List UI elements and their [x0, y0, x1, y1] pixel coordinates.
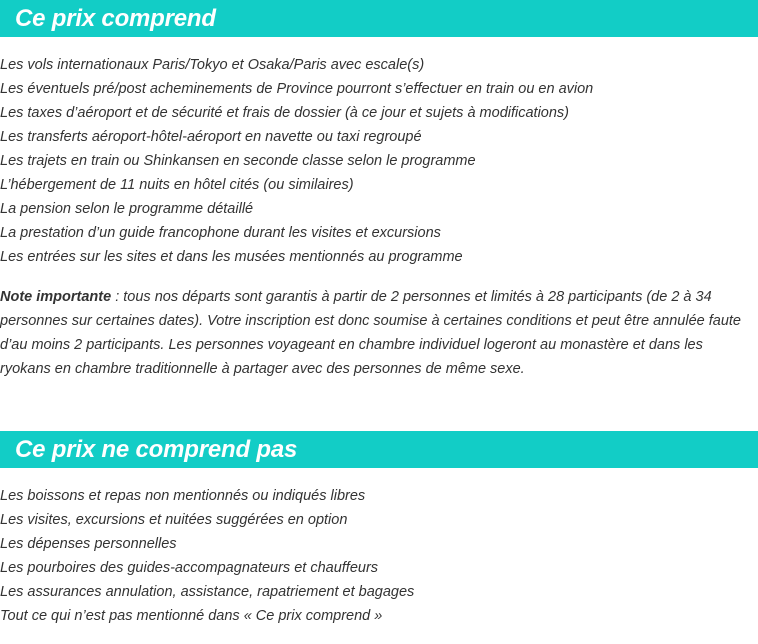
important-note-text: : tous nos départs sont garantis à partir de 2 personnes et limités à 28 participants (de 2 à 34 personnes sur certaines dates). Votre inscription est donc soumise à certaines conditions et peut être annulée faute d’au moins 2 participants. Les personnes voyageant en chambre individuel logeront au monastère et dans les ryokans en chambre traditionnelle à partager avec des personnes de même sexe. [0, 289, 742, 377]
excluded-section-header [0, 431, 758, 468]
included-item: Les trajets en train ou Shinkansen en seconde classe selon le programme [0, 153, 476, 169]
excluded-item: Les pourboires des guides-accompagnateurs et chauffeurs [0, 560, 379, 576]
included-item: Les transferts aéroport-hôtel-aéroport en navette ou taxi regroupé [0, 129, 422, 145]
important-note [0, 285, 752, 381]
excluded-section-title: Ce prix ne comprend pas [15, 435, 298, 463]
excluded-item: Les dépenses personnelles [0, 536, 177, 552]
excluded-item: Les assurances annulation, assistance, rapatriement et bagages [0, 584, 415, 600]
included-section-title: Ce prix comprend [15, 4, 216, 32]
included-item: Les taxes d’aéroport et de sécurité et frais de dossier (à ce jour et sujets à modifications) [0, 105, 570, 121]
included-item: La pension selon le programme détaillé [0, 201, 254, 217]
excluded-list [0, 484, 758, 628]
included-list [0, 53, 758, 269]
included-section-header [0, 0, 758, 37]
excluded-item: Tout ce qui n’est pas mentionné dans « Ce prix comprend » [0, 608, 383, 624]
included-item: Les entrées sur les sites et dans les musées mentionnés au programme [0, 249, 463, 265]
included-item: L’hébergement de 11 nuits en hôtel cités (ou similaires) [0, 177, 354, 193]
included-item: Les vols internationaux Paris/Tokyo et Osaka/Paris avec escale(s) [0, 57, 425, 73]
included-item: La prestation d’un guide francophone durant les visites et excursions [0, 225, 441, 241]
included-item: Les éventuels pré/post acheminements de Province pourront s’effectuer en train ou en avion [0, 81, 594, 97]
excluded-item: Les visites, excursions et nuitées suggérées en option [0, 512, 348, 528]
excluded-item: Les boissons et repas non mentionnés ou indiqués libres [0, 488, 366, 504]
important-note-label: Note importante [0, 289, 112, 305]
